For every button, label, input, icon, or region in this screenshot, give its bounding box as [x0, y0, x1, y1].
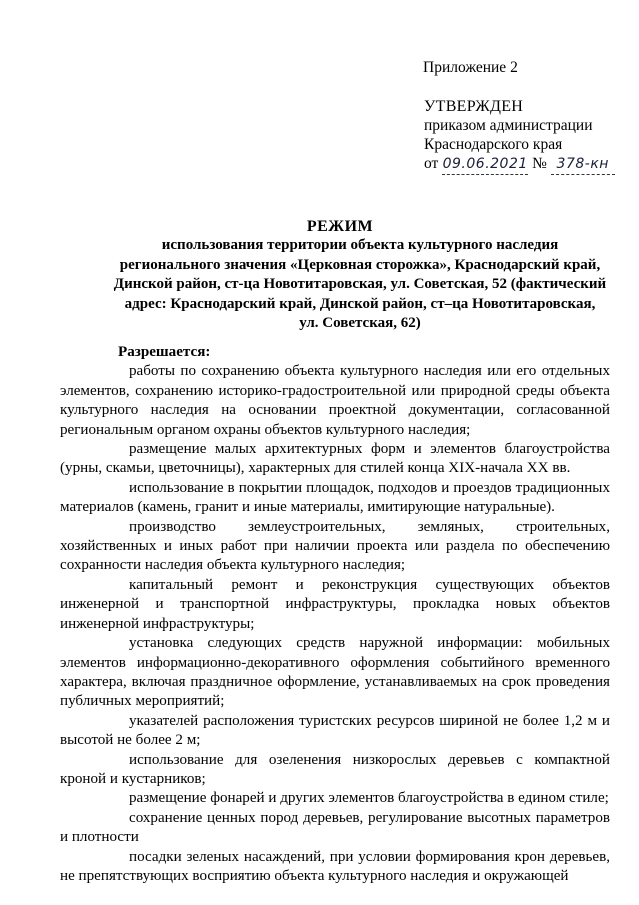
- paragraph: установка следующих средств наружной информации: мобильных элементов информационно-декоративного оформления событийного временного характера, включая праздничное оформление, устанавливаемых на срок проведения публичных мероприятий;: [60, 635, 610, 710]
- document-body: [60, 343, 610, 886]
- approved-heading: УТВЕРЖДЕН: [424, 98, 524, 115]
- order-date-prefix: от: [424, 155, 439, 172]
- paragraph: производство землеустроительных, земляных, строительных, хозяйственных и иных работ при наличии проекта или раздела по обеспечению сохранности наследия объекта культурного наследия;: [60, 518, 610, 574]
- subtitle-line: ул. Советская, 62): [299, 315, 421, 331]
- subtitle-line: регионального значения «Церковная сторожка», Краснодарский край,: [119, 256, 601, 273]
- paragraph: капитальный ремонт и реконструкция существующих объектов инженерной и транспортной инфраструктуры, прокладка новых объектов инженерной инфраструктуры;: [60, 576, 610, 632]
- paragraph: сохранение ценных пород деревьев, регулирование высотных параметров и плотности: [60, 809, 610, 846]
- order-date-handwritten: 09.06.2021: [442, 155, 528, 175]
- paragraph: использование в покрытии площадок, подходов и проездов традиционных материалов (камень, гранит и иные материалы, имитирующие натуральные).: [60, 479, 610, 516]
- document-title: РЕЖИМ: [306, 218, 374, 235]
- paragraph: использование для озеленения низкорослых деревьев с компактной кроной и кустарников;: [60, 751, 610, 787]
- appendix-label: Приложение 2: [423, 59, 518, 76]
- approval-block: [424, 97, 615, 175]
- order-number-handwritten: 378-кн: [551, 155, 615, 175]
- paragraph: размещение фонарей и других элементов благоустройства в едином стиле;: [129, 790, 609, 807]
- section-heading: Разрешается:: [118, 344, 211, 360]
- paragraph: посадки зеленых насаждений, при условии формирования крон деревьев, не препятствующих восприятию объекта культурного наследия и окружающей: [60, 848, 610, 884]
- approved-region: Краснодарского края: [424, 136, 563, 153]
- document-subtitle: [82, 236, 638, 334]
- subtitle-line: Динской район, ст-ца Новотитаровская, ул. Советская, 52 (фактический: [113, 276, 607, 292]
- subtitle-line: адрес: Краснодарский край, Динской район, ст–ца Новотитаровская,: [124, 295, 596, 312]
- order-number-sign: №: [532, 155, 547, 172]
- approved-by-order: приказом администрации: [424, 117, 593, 134]
- paragraph: указателей расположения туристских ресурсов шириной не более 1,2 м и высотой не более 2 м;: [60, 712, 610, 749]
- paragraph: размещение малых архитектурных форм и элементов благоустройства (урны, скамьи, цветочницы), характерных для стилей конца XIX-начала XX вв.: [60, 441, 610, 477]
- subtitle-line: использования территории объекта культурного наследия: [161, 237, 559, 253]
- order-line: [424, 154, 615, 175]
- paragraph: работы по сохранению объекта культурного наследия или его отдельных элементов, сохранению историко-градостроительной или природной среды объекта культурного наследия на основании проектной документации, согласованной региональным органом охраны объектов культурного наследия;: [60, 363, 610, 438]
